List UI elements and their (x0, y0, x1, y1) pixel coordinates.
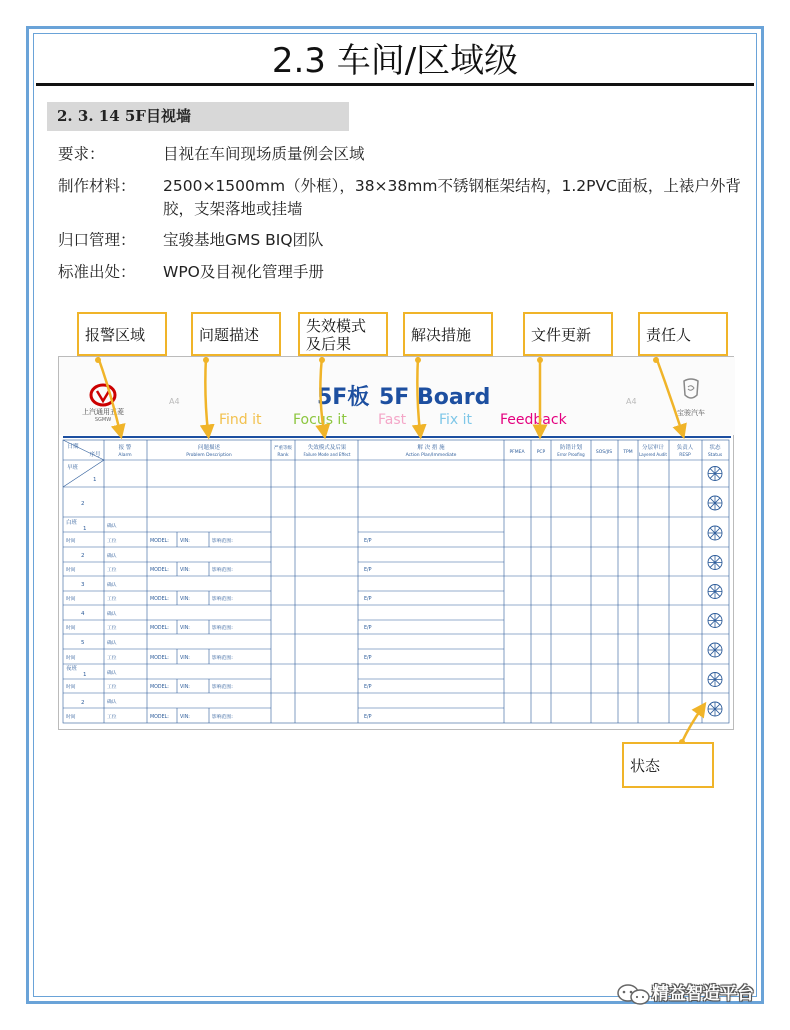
row-number: 1 (83, 672, 87, 678)
col-rank-cn: 严重等级 (274, 446, 292, 451)
wechat-icon (614, 982, 654, 1006)
shift-mid-label: 白班 (66, 520, 78, 526)
5f-board (58, 356, 734, 730)
col-failure-cn: 失效模式及后果 (307, 445, 347, 451)
footer-brand: 精益智造平台 (652, 984, 754, 1004)
status-circle-icon (708, 496, 722, 510)
time-label: 时间 (66, 626, 76, 631)
requirement-label: 要求： (58, 145, 105, 163)
scope-label: 影响范围: (212, 656, 233, 661)
field-labels (66, 522, 372, 720)
ep-label: E/P (364, 656, 372, 661)
scope-label: 影响范围: (212, 685, 233, 690)
find-it-label: Find it (219, 412, 262, 428)
a4-right: A4 (626, 397, 637, 406)
5f-board-drawing (59, 357, 735, 731)
time-label: 时间 (66, 597, 76, 602)
time-label: 时间 (66, 656, 76, 661)
management-value: 宝骏基地GMS BIQ团队 (163, 231, 324, 249)
status-circle-icon (708, 585, 722, 599)
col-failure-en: Failure Mode and Effect (303, 452, 351, 457)
model-label: MODEL: (150, 626, 169, 631)
row-number: 4 (81, 611, 85, 617)
col-sos: SOS/JIS (595, 450, 613, 455)
management-label: 归口管理： (58, 231, 136, 249)
confirm-label: 确认 (107, 524, 117, 529)
status-circle-icon (708, 643, 722, 657)
col-status-cn: 状态 (709, 445, 721, 451)
confirm-label: 确认 (107, 641, 117, 646)
confirm-label: 确认 (107, 583, 117, 588)
callout-problem-description: 问题描述 (191, 312, 281, 356)
callout-alarm-area: 报警区域 (77, 312, 167, 356)
time-label: 时间 (66, 539, 76, 544)
vin-label: VIN: (180, 685, 190, 690)
time-label: 时间 (66, 568, 76, 573)
confirm-label: 确认 (107, 612, 117, 617)
model-label: MODEL: (150, 568, 169, 573)
status-circle-icon (708, 614, 722, 628)
model-label: MODEL: (150, 539, 169, 544)
model-label: MODEL: (150, 597, 169, 602)
callout-owner: 责任人 (638, 312, 728, 356)
vin-label: VIN: (180, 656, 190, 661)
col-action-en: Action Plan/Immediate (405, 453, 457, 458)
ep-label: E/P (364, 685, 372, 690)
vin-label: VIN: (180, 539, 190, 544)
callout-doc-update: 文件更新 (523, 312, 613, 356)
status-icons (708, 467, 722, 717)
time-label: 时间 (66, 715, 76, 720)
vin-label: VIN: (180, 597, 190, 602)
col-alarm-en: Alarm (118, 453, 132, 458)
col-error-proof-en: Error Proofing (557, 452, 585, 457)
callout-status: 状态 (622, 742, 714, 788)
row-number: 3 (81, 582, 85, 588)
board-title-cn: 5F板 (317, 385, 370, 410)
col-date-cn: 日期 (67, 444, 79, 450)
station-label: 工位 (107, 568, 117, 573)
station-label: 工位 (107, 539, 117, 544)
ep-label: E/P (364, 626, 372, 631)
feedback-label: Feedback (500, 412, 567, 428)
material-value: 2500×1500mm（外框），38×38mm不锈钢框架结构，1.2PVC面板，上裱户外背胶，支架落地或挂墙 (163, 177, 741, 218)
logo-left-sub: SGMW (94, 417, 112, 423)
col-tpm: TPM (623, 450, 633, 455)
col-audit-cn: 分层审计 (641, 445, 665, 451)
vin-label: VIN: (180, 568, 190, 573)
col-pcp: PCP (536, 450, 546, 455)
board-title-en: 5F Board (379, 385, 491, 410)
ep-label: E/P (364, 568, 372, 573)
station-label: 工位 (107, 715, 117, 720)
col-rank-en: Rank (277, 453, 289, 458)
station-label: 工位 (107, 656, 117, 661)
scope-label: 影响范围: (212, 568, 233, 573)
callout-solution: 解决措施 (403, 312, 493, 356)
ep-label: E/P (364, 715, 372, 720)
row-number: 2 (81, 553, 85, 559)
model-label: MODEL: (150, 685, 169, 690)
col-status-en: Status (707, 453, 723, 458)
status-circle-icon (708, 467, 722, 481)
scope-label: 影响范围: (212, 539, 233, 544)
status-circle-icon (708, 526, 722, 540)
col-problem-cn: 问题描述 (197, 445, 221, 451)
col-alarm-cn: 报 警 (118, 445, 132, 451)
confirm-label: 确认 (107, 554, 117, 559)
focus-it-label: Focus it (293, 412, 347, 428)
shift-early-label: 早班 (67, 465, 79, 471)
header-rule (63, 436, 731, 438)
status-circle-icon (708, 556, 722, 570)
row-number: 2 (81, 501, 85, 507)
fast-label: Fast (378, 412, 407, 428)
scope-label: 影响范围: (212, 626, 233, 631)
station-label: 工位 (107, 597, 117, 602)
confirm-label: 确认 (107, 700, 117, 705)
requirement-value: 目视在车间现场质量例会区域 (163, 145, 365, 163)
vin-label: VIN: (180, 715, 190, 720)
callout-failure-mode: 失效模式及后果 (298, 312, 388, 356)
title-rule (36, 83, 754, 86)
col-action-cn: 解 决 措 施 (417, 445, 445, 451)
confirm-label: 确认 (107, 671, 117, 676)
row-number: 5 (81, 640, 85, 646)
scope-label: 影响范围: (212, 597, 233, 602)
col-date-en: 序号 (89, 452, 101, 458)
source-value: WPO及目视化管理手册 (163, 263, 324, 281)
col-audit-en: Layered Audit (639, 452, 667, 457)
vin-label: VIN: (180, 626, 190, 631)
row-number: 1 (93, 477, 97, 483)
station-label: 工位 (107, 626, 117, 631)
scope-label: 影响范围: (212, 715, 233, 720)
model-label: MODEL: (150, 656, 169, 661)
status-circle-icon (708, 702, 722, 716)
table-header (67, 442, 722, 458)
station-label: 工位 (107, 685, 117, 690)
ep-label: E/P (364, 539, 372, 544)
ep-label: E/P (364, 597, 372, 602)
model-label: MODEL: (150, 715, 169, 720)
section-heading: 2. 3. 14 5F目视墙 (47, 102, 349, 131)
a4-left: A4 (169, 397, 180, 406)
col-resp-cn: 负责人 (676, 445, 694, 451)
status-circle-icon (708, 673, 722, 687)
col-error-proof-cn: 防错计划 (559, 445, 583, 451)
board-table-grid (63, 440, 729, 723)
source-label: 标准出处： (58, 263, 136, 281)
logo-right-text: 宝骏汽车 (677, 409, 705, 417)
row-number: 2 (81, 700, 85, 706)
col-problem-en: Problem Description (186, 453, 232, 458)
row-number: 1 (83, 526, 87, 532)
shift-night-label: 夜班 (66, 666, 78, 672)
fix-it-label: Fix it (439, 412, 473, 428)
page-title: 2.3 车间/区域级 (271, 41, 519, 81)
time-label: 时间 (66, 685, 76, 690)
row-labels (66, 463, 97, 706)
col-resp-en: RESP (679, 453, 691, 458)
logo-left-text: 上汽通用五菱 (82, 408, 124, 416)
col-pfmea: PFMEA (509, 450, 525, 455)
material-label: 制作材料： (58, 177, 136, 195)
